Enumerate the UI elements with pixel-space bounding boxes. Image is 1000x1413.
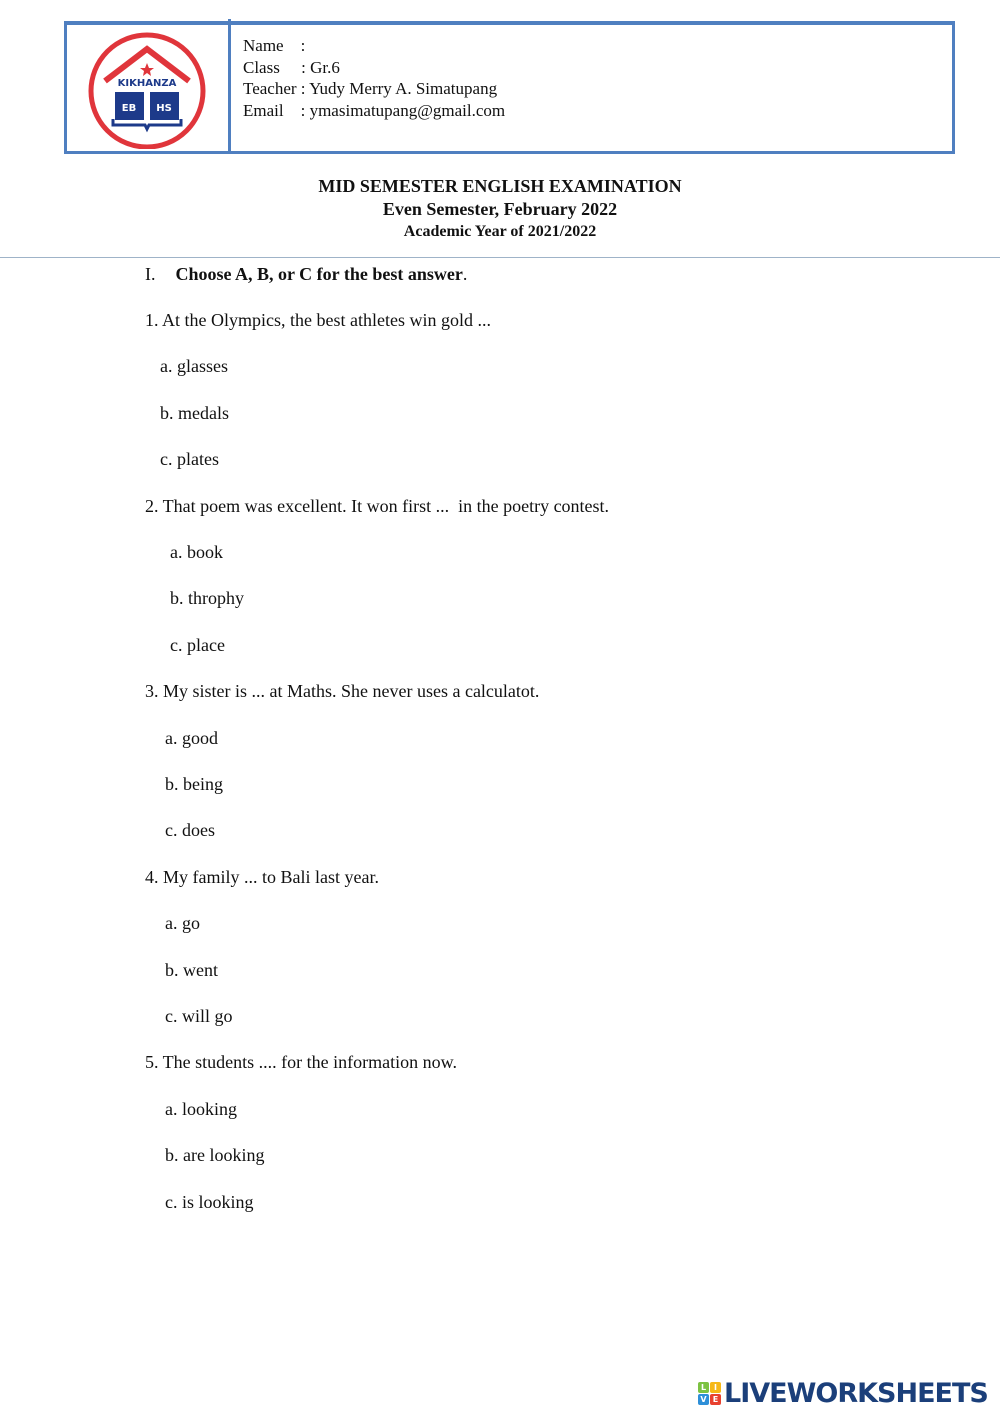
answer-option: b. went: [165, 959, 218, 980]
answer-option: b. medals: [160, 402, 229, 423]
divider: [0, 257, 1000, 258]
answer-option: c. does: [165, 820, 215, 841]
answer-option: c. will go: [165, 1006, 233, 1026]
svg-text:EB: EB: [121, 103, 137, 114]
section-heading: [145, 264, 467, 285]
info-row: [243, 100, 505, 122]
info-value: : Yudy Merry A. Simatupang: [300, 79, 498, 98]
info-label: Class: [243, 57, 302, 77]
answer-option: b. throphy: [170, 588, 244, 609]
svg-text:HS: HS: [156, 103, 172, 114]
live-badge-icon: L I V E: [698, 1382, 721, 1405]
info-value: :: [300, 36, 306, 55]
answer-option: b. are looking: [165, 1145, 265, 1166]
question-text: 3. My sister is ... at Maths. She never uses a calculatot.: [145, 681, 540, 702]
answer-option: b. being: [165, 774, 223, 794]
info-row: [243, 57, 505, 79]
header-divider: [228, 19, 231, 151]
header-box: [64, 21, 955, 154]
question-text: 1. At the Olympics, the best athletes win gold ...: [145, 310, 491, 330]
svg-text:KIKHANZA: KIKHANZA: [117, 78, 177, 89]
question-text: 2. That poem was excellent. It won first ... in the poetry contest.: [145, 495, 610, 516]
exam-subtitle: Even Semester, February 2022: [382, 199, 618, 219]
answer-option: a. looking: [165, 1098, 237, 1119]
info-value: : Gr.6: [301, 57, 340, 77]
school-logo: [87, 31, 207, 149]
info-row: [243, 78, 505, 100]
student-info: [243, 35, 505, 121]
info-row: [243, 35, 505, 57]
answer-option: a. go: [165, 913, 200, 934]
info-value: : ymasimatupang@gmail.com: [300, 100, 506, 120]
info-label: Teacher: [243, 79, 301, 98]
info-label: Name: [243, 36, 301, 55]
section-number: I.: [145, 264, 156, 284]
exam-title: MID SEMESTER ENGLISH EXAMINATION: [318, 176, 682, 196]
question-text: 4. My family ... to Bali last year.: [145, 866, 379, 887]
brand-name: LIVEWORKSHEETS: [724, 1378, 988, 1409]
answer-option: c. place: [170, 634, 225, 655]
answer-option: a. book: [170, 542, 223, 562]
academic-year: Academic Year of 2021/2022: [403, 223, 597, 240]
answer-option: c. plates: [160, 449, 219, 470]
section-punct: .: [462, 264, 468, 284]
answer-option: a. good: [165, 727, 218, 748]
section-instruction: Choose A, B, or C for the best answer: [175, 264, 463, 284]
question-text: 5. The students .... for the information now.: [145, 1052, 457, 1073]
info-label: Email: [243, 100, 301, 120]
answer-option: a. glasses: [160, 356, 228, 377]
liveworksheets-logo: [698, 1378, 988, 1409]
answer-option: c. is looking: [165, 1191, 254, 1212]
